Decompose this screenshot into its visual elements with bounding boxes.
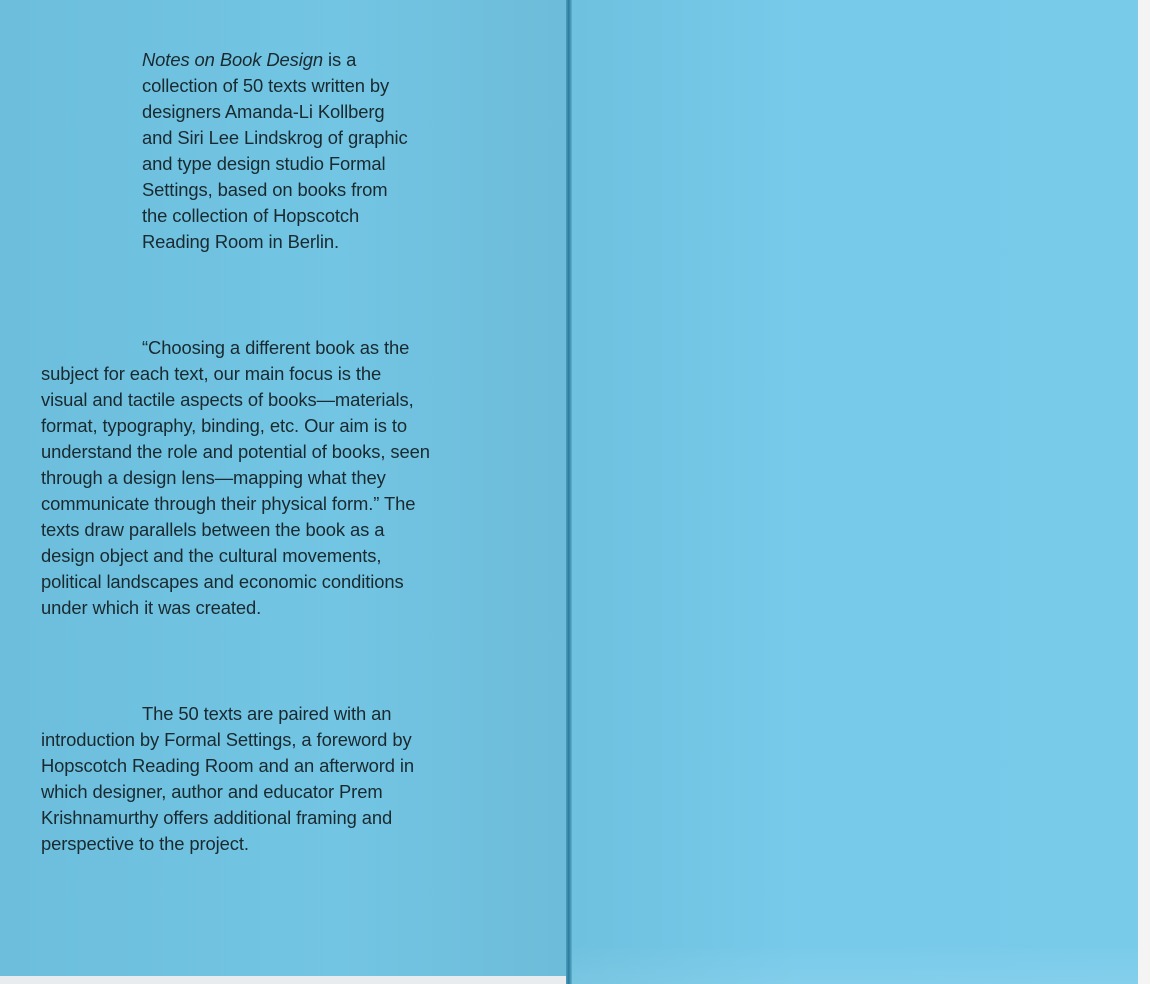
closing-paragraph-text: The 50 texts are paired with an introduction by Formal Settings, a foreword by Hopscotch Reading Room and an afterword in which designer, author and educator Prem Krishnamurthy offers additional framing and perspective to the project. <box>41 703 415 854</box>
left-page <box>0 0 566 976</box>
quote-paragraph-text: “Choosing a different book as the subject for each text, our main focus is the visual and tactile aspects of books—materials, format, typography, binding, etc. Our aim is to understand the role and potential of books, seen through a design lens—mapping what they communicate through their physical form.” The texts draw parallels between the book as a design object and the cultural movements, political landscapes and economic conditions under which it was created. <box>41 337 430 618</box>
right-page-blank <box>572 0 1138 984</box>
intro-paragraph <box>142 47 417 255</box>
book-title: Notes on Book Design <box>142 49 323 70</box>
closing-paragraph <box>41 701 431 857</box>
scan-right-edge <box>1138 0 1150 984</box>
quote-paragraph <box>41 335 431 621</box>
intro-paragraph-text: is a collection of 50 texts written by designers Amanda-Li Kollberg and Siri Lee Lindskrog of graphic and type design studio Formal Settings, based on books from the collection of Hopscotch Reading Room in Berlin. <box>142 49 408 252</box>
